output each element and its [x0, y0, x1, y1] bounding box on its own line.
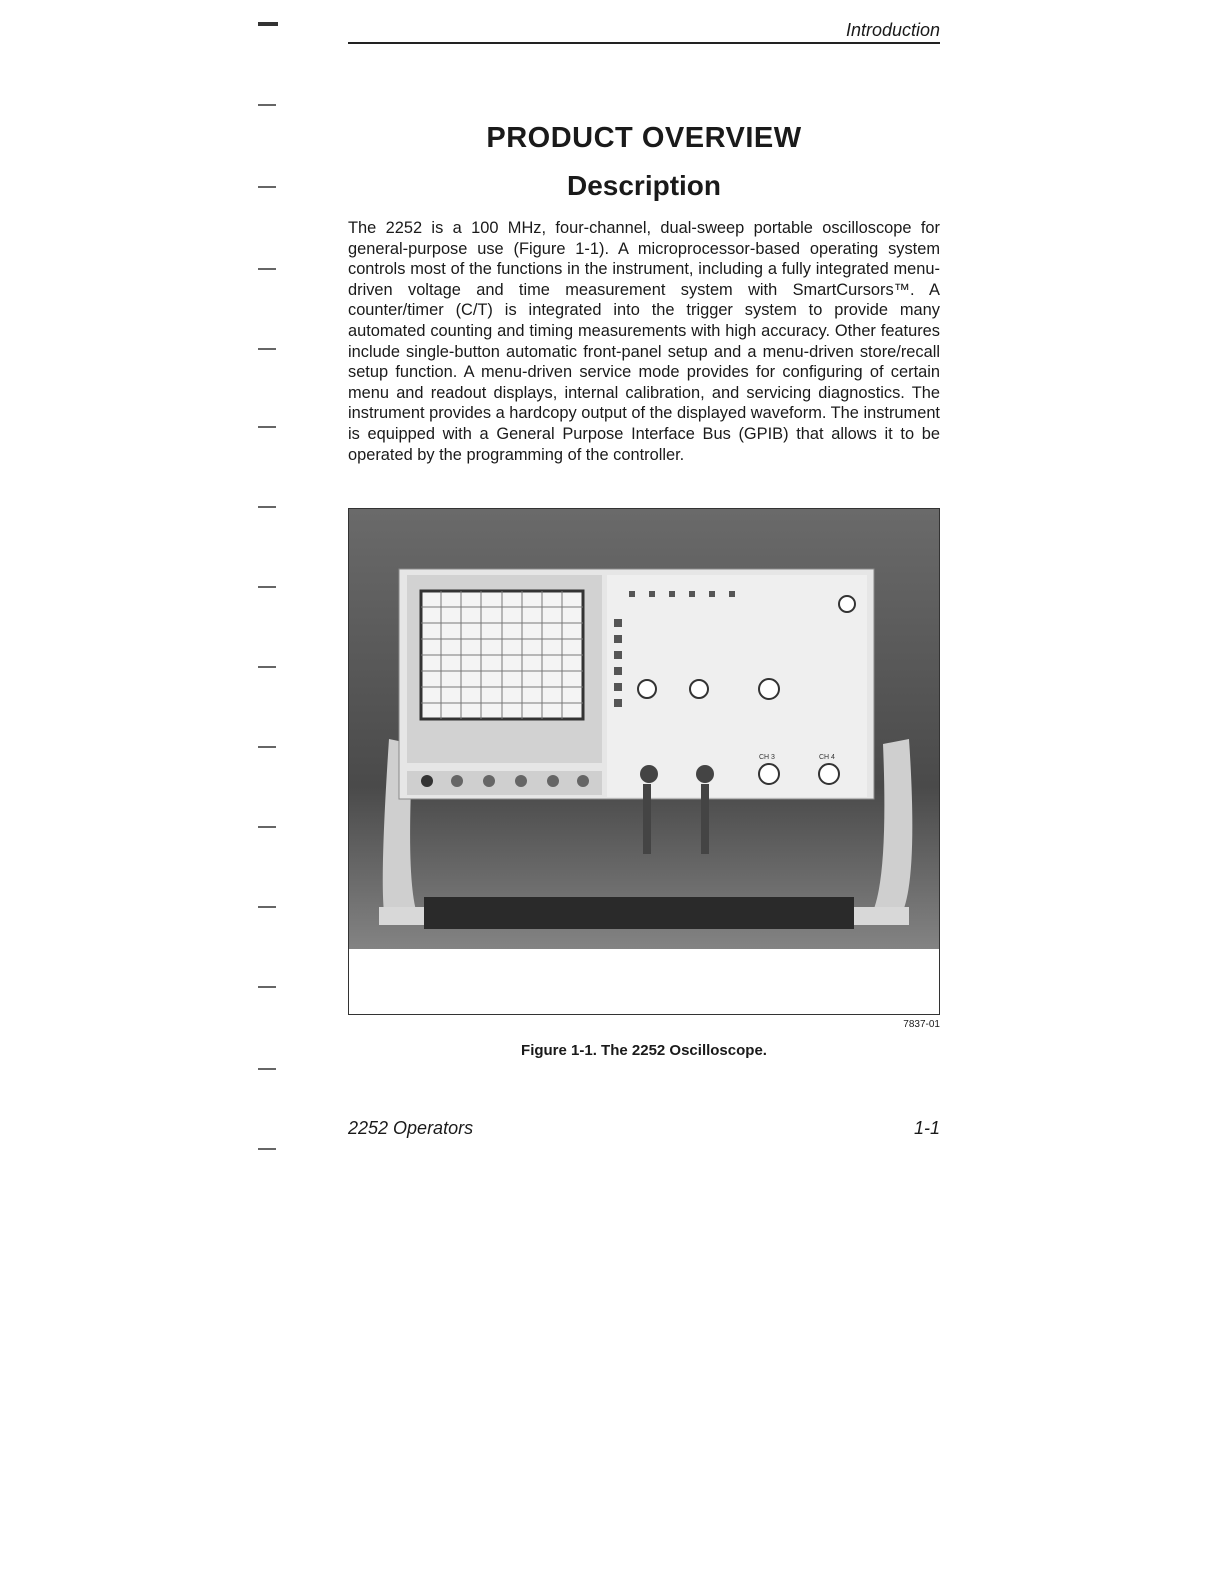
footer-manual-title: 2252 Operators — [348, 1118, 474, 1138]
description-paragraph: The 2252 is a 100 MHz, four-channel, dual-sweep portable oscilloscope for general-purpose use (Figure 1-1). A microprocessor-based operating system controls most of the functions in the instrument, including a fully integrated menu-driven voltage and time measurement system with SmartCursors™. A counter/timer (C/T) is integrated into the trigger system to provide many automated counting and timing measurements with high accuracy. Other features include single-button automatic front-panel setup and a menu-driven store/recall setup function. A menu-driven service mode provides for configuring of certain menu and readout displays, internal calibration, and servicing diagnostics. The instrument provides a hardcopy output of the displayed waveform. The instrument is equipped with a General Purpose Interface Bus (GPIB) that allows it to be operated by the programming of the controller. — [348, 219, 940, 464]
page-number: 1-1 — [913, 1118, 940, 1138]
header-rule — [348, 42, 940, 44]
section-header: Introduction — [845, 20, 940, 40]
oscilloscope-photo — [348, 508, 940, 1015]
section-title: Description — [566, 170, 722, 201]
oscilloscope-illustration — [349, 509, 939, 1014]
ch4-label: CH 4 — [819, 754, 835, 761]
page-title: PRODUCT OVERVIEW — [486, 122, 802, 154]
figure-id: 7837-01 — [903, 1019, 940, 1030]
binding-marks — [258, 0, 288, 1200]
ch3-label: CH 3 — [759, 754, 775, 761]
figure-caption: Figure 1-1. The 2252 Oscilloscope. — [521, 1042, 767, 1059]
